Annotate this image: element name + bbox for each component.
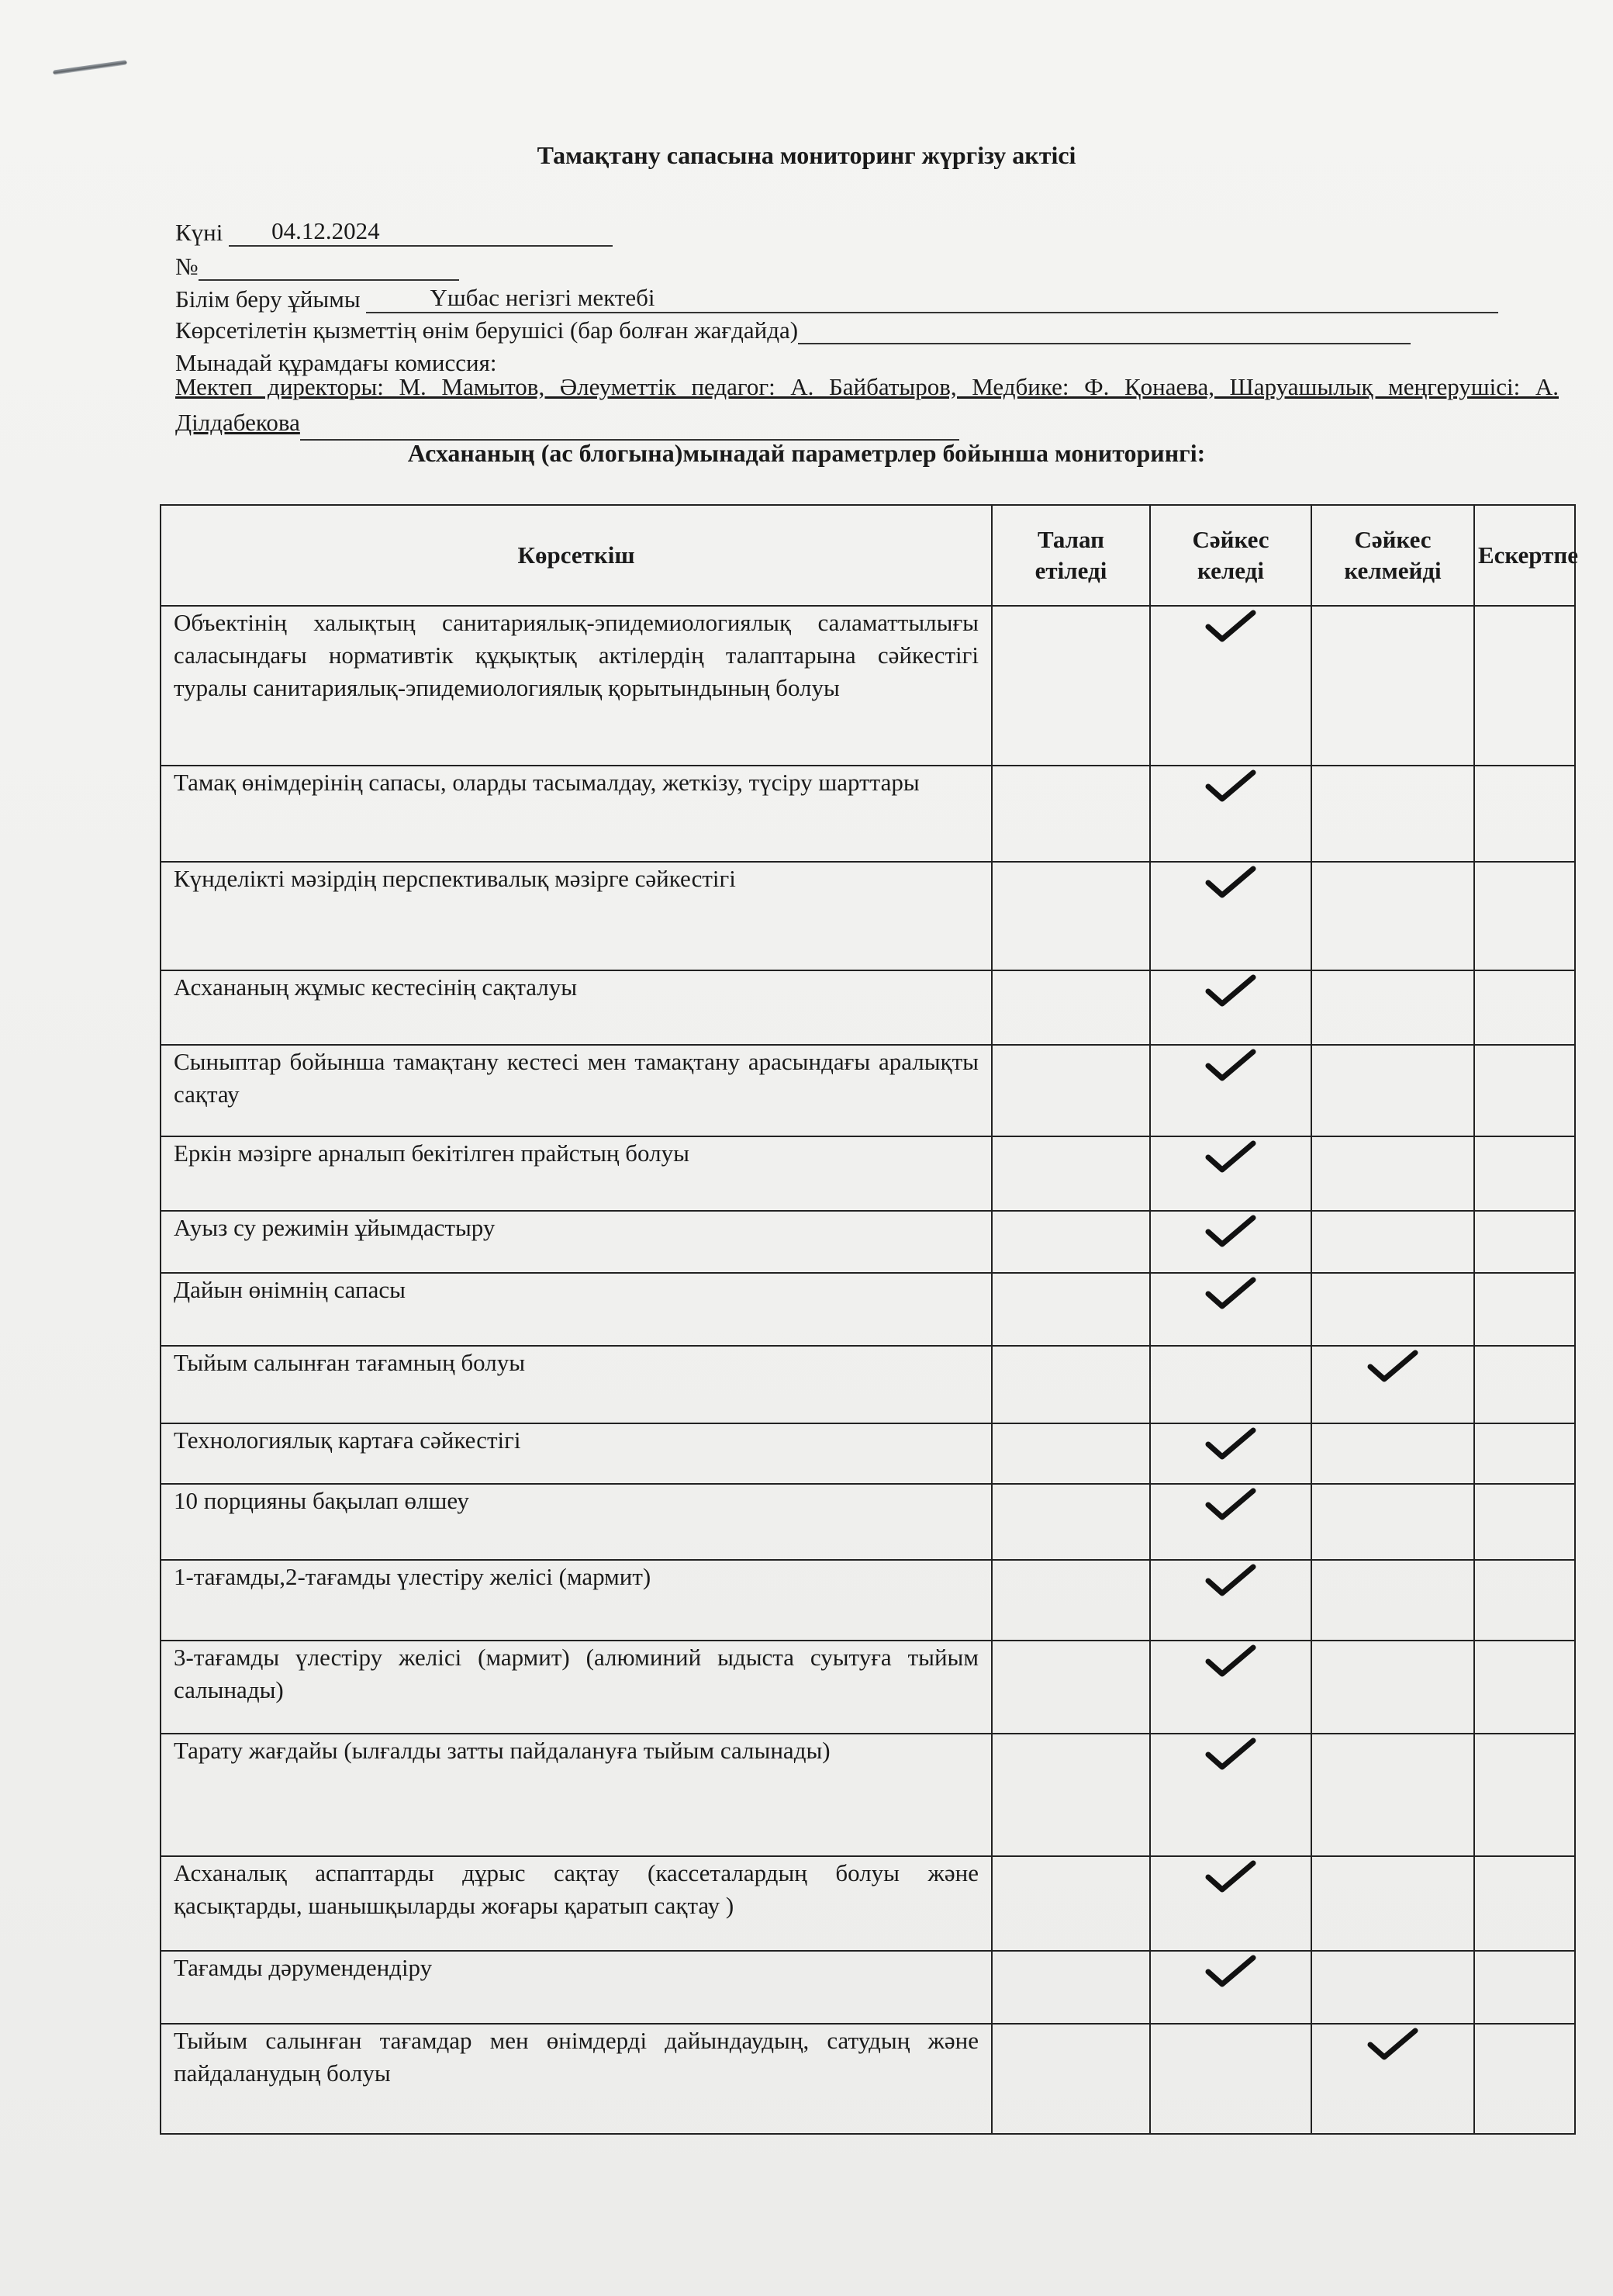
table-row [161, 970, 1575, 1045]
provider-line [175, 316, 1411, 344]
noncompliant-cell [1311, 2024, 1474, 2134]
compliant-cell [1150, 1273, 1311, 1346]
indicator-cell: Асхананың жұмыс кестесінің сақталуы [161, 970, 992, 1045]
number-label: № [175, 253, 199, 280]
date-field [229, 217, 613, 247]
noncompliant-cell [1311, 1484, 1474, 1560]
checkmark-icon [1204, 1485, 1258, 1523]
noncompliant-cell [1311, 1423, 1474, 1484]
checkmark-icon [1366, 1347, 1420, 1385]
checkmark-icon [1204, 1641, 1258, 1680]
noncompliant-cell [1311, 1560, 1474, 1641]
note-cell [1474, 1045, 1575, 1136]
checkmark-icon [1204, 1212, 1258, 1250]
note-cell [1474, 1136, 1575, 1211]
header-noncompliant: Сәйкес келмейді [1311, 505, 1474, 606]
note-cell [1474, 1856, 1575, 1951]
header-required: Талап етіледі [992, 505, 1150, 606]
indicator-cell: Технологиялық картаға сәйкестігі [161, 1423, 992, 1484]
note-cell [1474, 1734, 1575, 1856]
noncompliant-cell [1311, 1734, 1474, 1856]
note-cell [1474, 1560, 1575, 1641]
indicator-cell: Тағамды дәрумендендіру [161, 1951, 992, 2024]
required-cell [992, 766, 1150, 862]
compliant-cell [1150, 1856, 1311, 1951]
org-field [366, 284, 1498, 313]
noncompliant-cell [1311, 1273, 1474, 1346]
table-row [161, 1560, 1575, 1641]
table-row [161, 766, 1575, 862]
compliant-cell [1150, 1346, 1311, 1423]
indicator-cell: Асханалық аспаптарды дұрыс сақтау (кассеталардың болуы және қасықтарды, шанышқыларды жоғары қаратып сақтау ) [161, 1856, 992, 1951]
indicator-cell: Тыйым салынған тағамның болуы [161, 1346, 992, 1423]
note-cell [1474, 1423, 1575, 1484]
note-cell [1474, 2024, 1575, 2134]
indicator-cell: 1-тағамды,2-тағамды үлестіру желісі (мармит) [161, 1560, 992, 1641]
note-cell [1474, 1211, 1575, 1273]
required-cell [992, 970, 1150, 1045]
table-row [161, 1273, 1575, 1346]
indicator-cell: Ауыз су режимін ұйымдастыру [161, 1211, 992, 1273]
note-cell [1474, 1484, 1575, 1560]
indicator-cell: 3-тағамды үлестіру желісі (мармит) (алюминий ыдыста суытуға тыйым салынады) [161, 1641, 992, 1734]
note-cell [1474, 606, 1575, 766]
noncompliant-cell [1311, 1211, 1474, 1273]
indicator-cell: Объектінің халықтың санитариялық-эпидемиологиялық саламаттылығы саласындағы нормативтік құқықтық актілердің талаптарына сәйкестігі туралы санитариялық-эпидемиологиялық қорытындының болуы [161, 606, 992, 766]
number-field [199, 256, 459, 281]
commission-field [300, 417, 959, 441]
checkmark-icon [1204, 1952, 1258, 1990]
required-cell [992, 1045, 1150, 1136]
required-cell [992, 1273, 1150, 1346]
org-value: Үшбас негізгі мектебі [430, 284, 655, 311]
checkmark-icon [1204, 1734, 1258, 1773]
note-cell [1474, 1641, 1575, 1734]
compliant-cell [1150, 1951, 1311, 2024]
noncompliant-cell [1311, 1136, 1474, 1211]
compliant-cell [1150, 862, 1311, 970]
compliant-cell [1150, 766, 1311, 862]
staple-icon [53, 60, 127, 74]
noncompliant-cell [1311, 862, 1474, 970]
provider-field [798, 320, 1411, 344]
noncompliant-cell [1311, 766, 1474, 862]
note-cell [1474, 1346, 1575, 1423]
checkmark-icon [1366, 2025, 1420, 2063]
required-cell [992, 2024, 1150, 2134]
note-cell [1474, 970, 1575, 1045]
table-row [161, 606, 1575, 766]
commission-label: Мынадай құрамдағы комиссия: [175, 349, 497, 376]
table-row [161, 1346, 1575, 1423]
indicator-cell: Сыныптар бойынша тамақтану кестесі мен тамақтану арасындағы аралықты сақтау [161, 1045, 992, 1136]
checkmark-icon [1204, 607, 1258, 645]
required-cell [992, 862, 1150, 970]
checkmark-icon [1204, 1857, 1258, 1896]
required-cell [992, 1211, 1150, 1273]
org-line [175, 284, 1498, 313]
indicator-cell: Еркін мәзірге арналып бекітілген прайстың болуы [161, 1136, 992, 1211]
compliant-cell [1150, 1641, 1311, 1734]
noncompliant-cell [1311, 1346, 1474, 1423]
checkmark-icon [1204, 1137, 1258, 1176]
required-cell [992, 1484, 1150, 1560]
noncompliant-cell [1311, 970, 1474, 1045]
table-row [161, 1734, 1575, 1856]
checkmark-icon [1204, 863, 1258, 901]
date-line [175, 217, 613, 247]
compliant-cell [1150, 1484, 1311, 1560]
header-note: Ескертпе [1474, 505, 1575, 606]
noncompliant-cell [1311, 1856, 1474, 1951]
table-row [161, 1484, 1575, 1560]
compliant-cell [1150, 1136, 1311, 1211]
document-title: Тамақтану сапасына мониторинг жүргізу актісі [537, 141, 1076, 169]
checkmark-icon [1204, 1424, 1258, 1463]
compliant-cell [1150, 606, 1311, 766]
indicator-cell: 10 порцияны бақылап өлшеу [161, 1484, 992, 1560]
required-cell [992, 1734, 1150, 1856]
noncompliant-cell [1311, 1641, 1474, 1734]
indicator-cell: Дайын өнімнің сапасы [161, 1273, 992, 1346]
required-cell [992, 1423, 1150, 1484]
noncompliant-cell [1311, 1045, 1474, 1136]
table-row [161, 1211, 1575, 1273]
table-row [161, 1136, 1575, 1211]
monitoring-table [160, 504, 1576, 2135]
note-cell [1474, 862, 1575, 970]
table-row [161, 1641, 1575, 1734]
indicator-cell: Күнделікті мәзірдің перспективалық мәзірге сәйкестігі [161, 862, 992, 970]
required-cell [992, 606, 1150, 766]
checkmark-icon [1204, 1561, 1258, 1599]
compliant-cell [1150, 1211, 1311, 1273]
noncompliant-cell [1311, 1951, 1474, 2024]
org-label: Білім беру ұйымы [175, 285, 361, 313]
noncompliant-cell [1311, 606, 1474, 766]
compliant-cell [1150, 1560, 1311, 1641]
header-indicator: Көрсеткіш [161, 505, 992, 606]
indicator-cell: Тарату жағдайы (ылғалды затты пайдалануға тыйым салынады) [161, 1734, 992, 1856]
commission-members-text: Мектеп директоры: М. Мамытов, Әлеуметтік педагог: А. Байбатыров, Медбике: Ф. Қонаева, Шаруашылық меңгерушісі: А. Ділдабекова [175, 373, 1559, 436]
date-value: 04.12.2024 [271, 217, 380, 244]
number-line [175, 253, 459, 281]
table-header-row [161, 505, 1575, 606]
section-subtitle: Асхананың (ас блогына)мынадай параметрлер бойынша мониторингі: [407, 439, 1206, 467]
compliant-cell [1150, 1045, 1311, 1136]
table-row [161, 2024, 1575, 2134]
checkmark-icon [1204, 766, 1258, 805]
indicator-cell: Тамақ өнімдерінің сапасы, оларды тасымалдау, жеткізу, түсіру шарттары [161, 766, 992, 862]
compliant-cell [1150, 1734, 1311, 1856]
compliant-cell [1150, 2024, 1311, 2134]
compliant-cell [1150, 1423, 1311, 1484]
required-cell [992, 1641, 1150, 1734]
indicator-cell: Тыйым салынған тағамдар мен өнімдерді дайындаудың, сатудың және пайдаланудың болуы [161, 2024, 992, 2134]
checkmark-icon [1204, 1046, 1258, 1084]
date-label: Күні [175, 219, 223, 246]
checkmark-icon [1204, 1274, 1258, 1312]
header-compliant: Сәйкес келеді [1150, 505, 1311, 606]
checkmark-icon [1204, 971, 1258, 1010]
required-cell [992, 1560, 1150, 1641]
note-cell [1474, 1951, 1575, 2024]
required-cell [992, 1951, 1150, 2024]
note-cell [1474, 1273, 1575, 1346]
commission-members [175, 369, 1559, 441]
note-cell [1474, 766, 1575, 862]
required-cell [992, 1856, 1150, 1951]
table-row [161, 862, 1575, 970]
required-cell [992, 1136, 1150, 1211]
compliant-cell [1150, 970, 1311, 1045]
table-row [161, 1423, 1575, 1484]
table-row [161, 1045, 1575, 1136]
required-cell [992, 1346, 1150, 1423]
table-row [161, 1856, 1575, 1951]
table-row [161, 1951, 1575, 2024]
provider-label: Көрсетілетін қызметтің өнім берушісі (бар болған жағдайда) [175, 316, 799, 344]
